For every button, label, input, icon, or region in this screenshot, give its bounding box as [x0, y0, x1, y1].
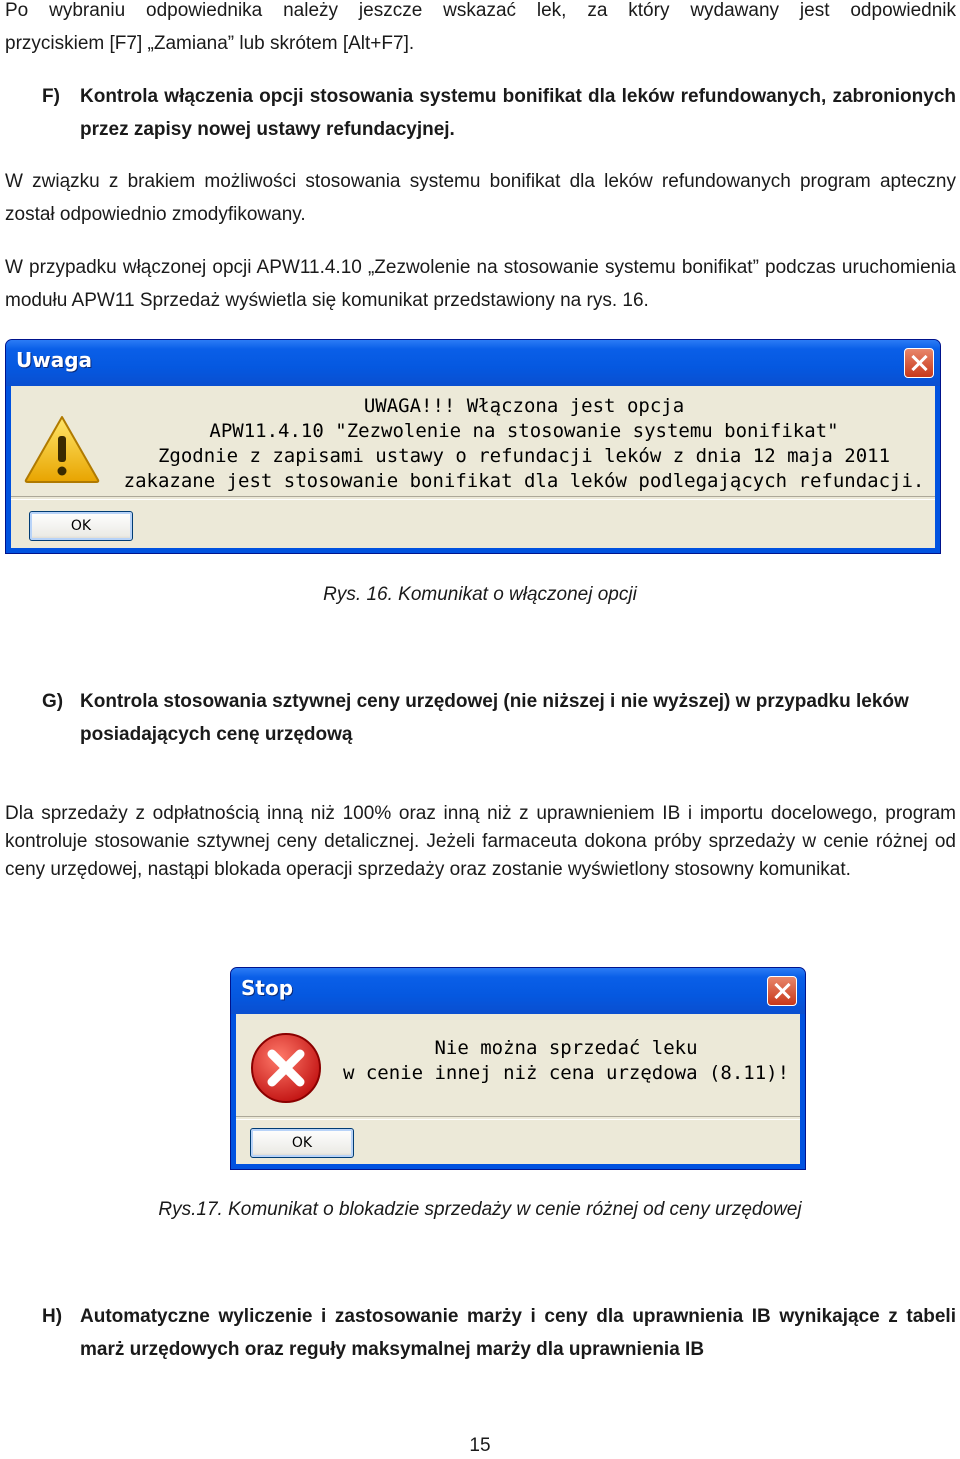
dialog-titlebar [231, 968, 805, 1014]
paragraph-f-1: W związku z brakiem możliwości stosowania systemu bonifikat dla leków refundowanych program apteczny został odpowiednio zmodyfikowany. [5, 171, 956, 225]
paragraph-g-1: Dla sprzedaży z odpłatnością inną niż 100% oraz inną niż z uprawnieniem IB i importu docelowego, program kontroluje stosowanie sztywnej ceny detalicznej. Jeżeli farmaceuta dokona próby sprzedaży w cenie różnej od ceny urzędowej, nastąpi blokada operacji sprzedaży oraz zostanie wyświetlony stosowny komunikat. [5, 803, 956, 880]
section-g-letter: G) [42, 691, 64, 712]
stop-dialog [230, 967, 806, 1170]
intro-line-1: Po wybraniu odpowiednika należy jeszcze wskazać lek, za który wydawany jest odpowiednik [5, 0, 956, 21]
section-f-letter: F) [42, 86, 60, 107]
section-f-heading [0, 80, 960, 150]
dialog-body [11, 386, 935, 548]
paragraph-f-2: W przypadku włączonej opcji APW11.4.10 „Zezwolenie na stosowanie systemu bonifikat” podczas uruchomienia modułu APW11 Sprzedaż wyświetla się komunikat przedstawiony na rys. 16. [5, 257, 956, 311]
dialog-message: UWAGA!!! Włączona jest opcja APW11.4.10 "Zezwolenie na stosowanie systemu bonifikat" Zgodnie z zapisami ustawy o refundacji leków z dnia 12 maja 2011 zakazane jest stosowanie bonifikat dla leków podlegających refundacji. [123, 395, 925, 492]
dialog-titlebar [6, 340, 940, 386]
ok-button[interactable]: OK [29, 511, 133, 541]
close-icon[interactable] [904, 348, 934, 378]
dialog-separator [11, 496, 935, 500]
section-h-letter: H) [42, 1306, 63, 1327]
section-g-heading [0, 685, 960, 755]
section-h-title: Automatyczne wyliczenie i zastosowanie marży i ceny dla uprawnienia IB wynikające z tabeli marż urzędowych oraz reguły maksymalnej marży dla uprawnienia IB [80, 1306, 956, 1360]
dialog-title: Uwaga [16, 348, 93, 372]
error-icon [248, 1030, 324, 1106]
dialog-message: Nie można sprzedać leku w cenie innej niż cena urzędowa (8.11)! [342, 1037, 790, 1084]
section-h-heading [0, 1300, 960, 1370]
section-g-title: Kontrola stosowania sztywnej ceny urzędowej (nie niższej i nie wyższej) w przypadku leków posiadających cenę urzędową [80, 691, 909, 745]
section-f-title: Kontrola włączenia opcji stosowania systemu bonifikat dla leków refundowanych, zabronionych przez zapisy nowej ustawy refundacyjnej. [80, 86, 956, 140]
warning-icon [23, 414, 101, 484]
figure-caption-16: Rys. 16. Komunikat o włączonej opcji [323, 584, 637, 605]
figure-caption-17: Rys.17. Komunikat o blokadzie sprzedaży w cenie różnej od ceny urzędowej [158, 1199, 802, 1220]
dialog-body [236, 1014, 800, 1164]
ok-button[interactable]: OK [250, 1128, 354, 1158]
dialog-separator [236, 1116, 800, 1120]
dialog-title: Stop [241, 976, 294, 1000]
warning-dialog [5, 339, 941, 554]
intro-line-2: przyciskiem [F7] „Zamiana” lub skrótem [Alt+F7]. [5, 33, 415, 54]
close-icon[interactable] [767, 976, 797, 1006]
page-number: 15 [469, 1435, 491, 1456]
